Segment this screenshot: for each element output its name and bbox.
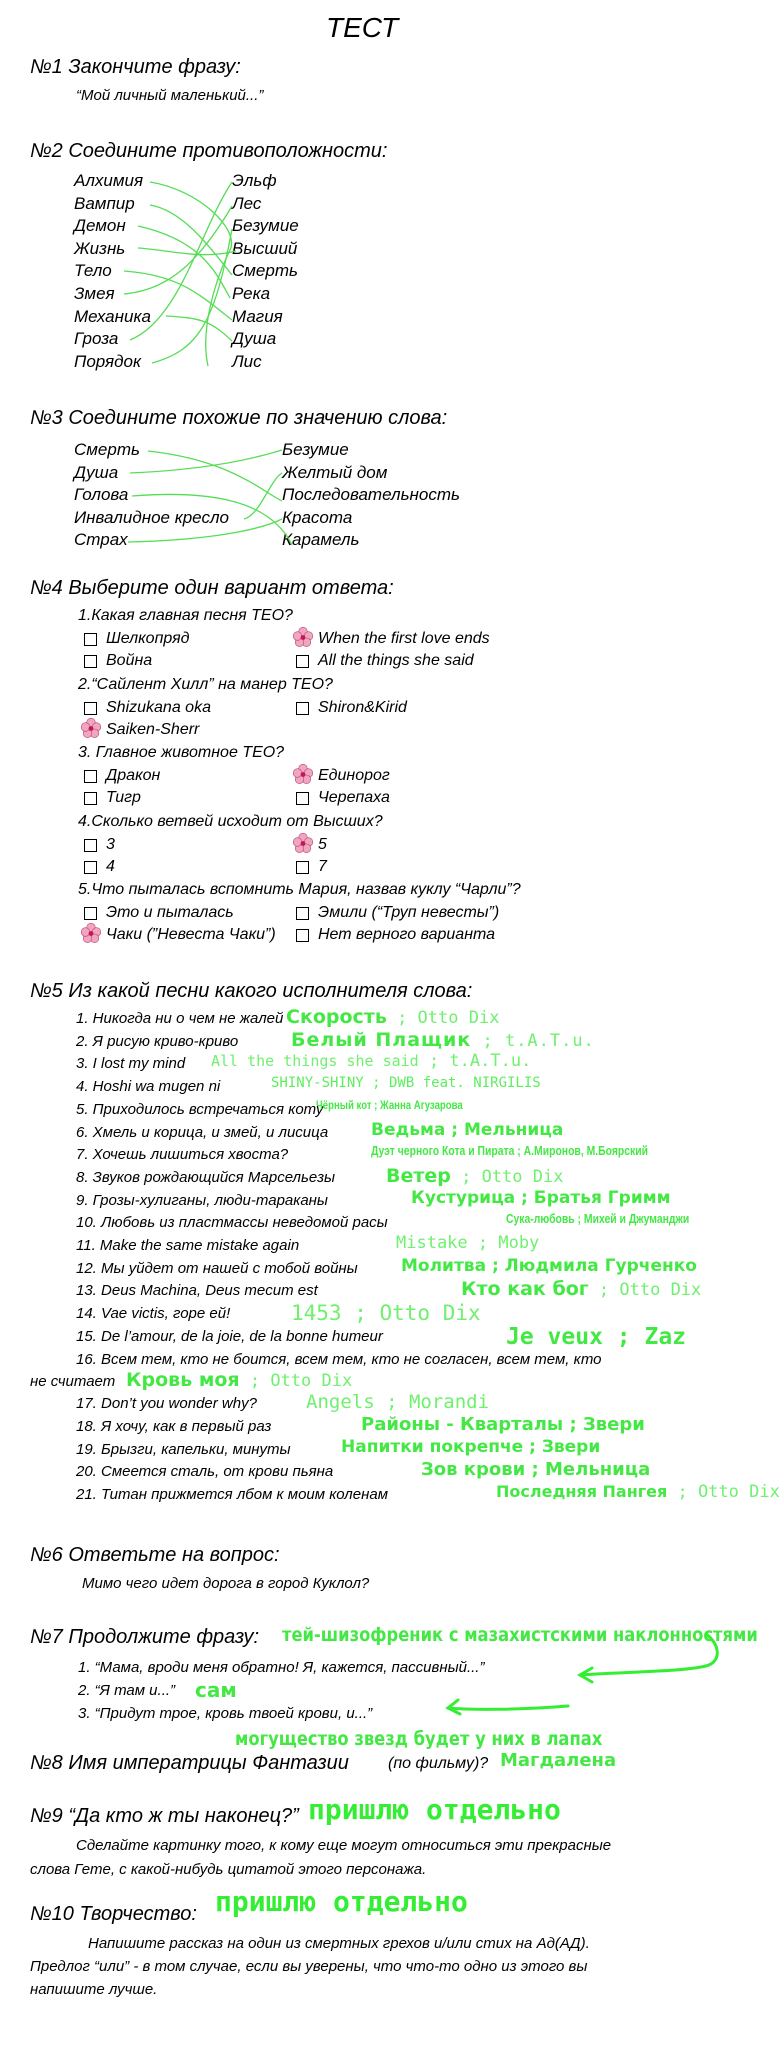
page-title: ТЕСТ: [326, 12, 399, 43]
q4-answer-label: Черепаха: [318, 789, 390, 806]
answer-checkbox[interactable]: [296, 907, 309, 920]
q5-question: 13. Deus Machina, Deus mecum est: [76, 1282, 318, 1300]
q3-left-item: Страх: [74, 530, 128, 550]
answer-checkbox[interactable]: [84, 907, 97, 920]
q5-question: 8. Звуков рождающийся Марсельезы: [76, 1168, 336, 1186]
q4-question: 5.Что пыталась вспомнить Мария, назвав куклу “Чарли”?: [78, 881, 521, 898]
q5-question: 4. Hoshi wa mugen ni: [76, 1078, 221, 1096]
q4-answer-label: Это и пыталась: [106, 904, 234, 921]
q5-answer-artist: ; t.A.T.u.: [471, 1030, 595, 1051]
match-lines-q3: [0, 430, 737, 550]
q5-answer-artist: ; t.A.T.u.: [418, 1051, 532, 1072]
q7-answer-3: могущество звезд будет у них в лапах: [235, 1728, 603, 1750]
q4-question: 1.Какая главная песня ТЕО?: [78, 607, 293, 624]
q2-right-item: Магия: [232, 306, 283, 326]
q5-question-cont: не считает: [30, 1372, 116, 1390]
answer-checkbox[interactable]: [296, 792, 309, 805]
q5-question: 6. Хмель и корица, и змей, и лисица: [76, 1123, 329, 1141]
q5-answer-artist: ; Otto Dix: [588, 1280, 702, 1301]
q2-right-item: Лис: [232, 351, 262, 371]
flower-mark-icon[interactable]: [292, 626, 314, 648]
q5-answer: Кто как бог ; Otto Dix: [461, 1278, 702, 1301]
q5-question: 21. Титан прижмется лбом к моим коленам: [76, 1486, 388, 1503]
q4-answer-label: 3: [106, 835, 115, 853]
q2-left-item: Змея: [74, 284, 115, 303]
q5-answer: Сука-любовь ; Михей и Джуманджи: [506, 1211, 690, 1227]
q5-answer: Белый Плащик ; t.A.T.u.: [291, 1028, 595, 1051]
q4-answer-label: Saiken-Sherr: [106, 720, 200, 738]
q1-heading: №1 Закончите фразу:: [30, 56, 241, 78]
q4-answer-label: Война: [106, 652, 153, 669]
q9-answer: пришлю отдельно: [308, 1793, 561, 1826]
q5-answer-artist: ; Otto Dix: [450, 1166, 564, 1187]
q5-answer: Скорость ; Otto Dix: [286, 1006, 500, 1028]
q2-right-item: Высший: [232, 238, 298, 258]
q2-right-item: Смерть: [232, 261, 298, 281]
q5-question: 17. Don’t you wonder why?: [76, 1395, 257, 1413]
q5-answer: Напитки покрепче ; Звери: [341, 1436, 601, 1457]
q4-answer-label: Единорог: [318, 767, 390, 784]
q5-answer-artist: ; Otto Dix: [386, 1008, 500, 1028]
q3-right-item: Безумие: [282, 440, 349, 459]
q2-left-item: Жизнь: [74, 238, 126, 258]
q8-heading: №8 Имя императрицы Фантазии: [30, 1752, 349, 1774]
q5-question: 20. Смеется сталь, от крови пьяна: [76, 1463, 334, 1481]
q4-answer-label: Чаки (”Невеста Чаки”): [106, 926, 276, 943]
answer-checkbox[interactable]: [84, 861, 97, 874]
q4-answer-label: Дракон: [106, 767, 161, 784]
q5-answer: 1453 ; Otto Dix: [291, 1301, 481, 1326]
q5-answer: SHINY-SHINY ; DWB feat. NIRGILIS: [271, 1075, 541, 1092]
q7-item-1: 1. “Мама, вроди меня обратно! Я, кажется, пассивный...”: [78, 1659, 485, 1676]
q2-right-item: Душа: [232, 329, 277, 349]
q7-arrows: [0, 1620, 737, 1750]
q4-answer-label: 4: [106, 857, 115, 875]
q4-question: 4.Сколько ветвей исходит от Высших?: [78, 812, 383, 830]
q2-heading: №2 Соедините противоположности:: [30, 140, 388, 162]
q4-answer-label: Shizukana oka: [106, 698, 211, 716]
q5-answer: Je veux ; Zaz: [506, 1323, 687, 1350]
q5-question: 16. Всем тем, кто не боится, всем тем, кто не согласен, всем тем, кто: [76, 1350, 602, 1368]
q5-answer: Районы - Кварталы ; Звери: [361, 1413, 645, 1435]
q10-text-3: напишите лучше.: [30, 1981, 158, 1998]
q5-answer: Ветер ; Otto Dix: [386, 1164, 564, 1187]
flower-mark-icon[interactable]: [292, 763, 314, 785]
q4-answer-label: 5: [318, 835, 327, 853]
answer-checkbox[interactable]: [84, 655, 97, 668]
q3-heading: №3 Соедините похожие по значению слова:: [30, 407, 448, 429]
answer-checkbox[interactable]: [84, 839, 97, 852]
flower-mark-icon[interactable]: [80, 922, 102, 944]
q5-question: 19. Брызги, капельки, минуты: [76, 1440, 291, 1458]
q5-question: 3. I lost my mind: [76, 1055, 186, 1073]
q5-question: 7. Хочешь лишиться хвоста?: [76, 1146, 289, 1164]
q10-answer: пришлю отдельно: [215, 1885, 468, 1918]
q10-heading: №10 Творчество:: [30, 1903, 197, 1925]
q2-right-item: Безумие: [232, 216, 299, 236]
q5-answer: Angels ; Morandi: [306, 1391, 490, 1414]
q6-text: Мимо чего идет дорога в город Куклол?: [82, 1575, 370, 1592]
q2-right-item: Река: [232, 284, 271, 303]
q2-right-item: Лес: [232, 193, 262, 213]
q5-question: 14. Vae victis, горе ей!: [76, 1305, 231, 1323]
q5-question: 10. Любовь из пластмассы неведомой расы: [76, 1214, 388, 1232]
q3-right-item: Желтый дом: [282, 462, 388, 482]
q4-answer-label: Эмили (“Труп невесты”): [318, 904, 500, 921]
q4-answer-label: 7: [318, 857, 327, 875]
q3-left-item: Душа: [74, 462, 119, 482]
q7-answer-1: тей-шизофреник с мазахистскими наклонностями: [282, 1624, 758, 1646]
q2-left-item: Тело: [74, 261, 112, 281]
q5-question: 5. Приходилось встречаться коту: [76, 1100, 324, 1118]
q5-answer: Кровь моя ; Otto Dix: [126, 1368, 353, 1391]
q5-question: 2. Я рисую криво-криво: [76, 1032, 239, 1050]
q2-left-item: Демон: [74, 216, 126, 236]
q10-text-2: Предлог “или” - в том случае, если вы уверены, что что-то одно из этого вы: [30, 1958, 588, 1975]
q2-right-item: Эльф: [232, 171, 277, 190]
q5-question: 1. Никогда ни о чем не жалей: [76, 1010, 284, 1027]
q4-answer-label: Тигр: [106, 789, 141, 806]
q5-answer: Дуэт черного Кота и Пирата ; А.Миронов, М.Боярский: [371, 1143, 649, 1159]
q9-text-1: Сделайте картинку того, к кому еще могут относиться эти прекрасные: [76, 1837, 612, 1854]
q5-question: 9. Грозы-хулиганы, люди-тараканы: [76, 1191, 328, 1209]
q2-left-item: Механика: [74, 306, 151, 326]
q10-text-1: Напишите рассказ на один из смертных грехов и/или стих на Ад(АД).: [88, 1935, 590, 1952]
answer-checkbox[interactable]: [84, 702, 97, 715]
q5-question: 18. Я хочу, как в первый раз: [76, 1417, 272, 1435]
flower-mark-icon[interactable]: [292, 832, 314, 854]
q7-heading: №7 Продолжите фразу:: [30, 1626, 260, 1648]
q4-question: 2.“Сайлент Хилл” на манер ТЕО?: [78, 675, 333, 693]
q5-answer: Зов крови ; Мельница: [421, 1459, 651, 1481]
q5-answer: Кустурица ; Братья Гримм: [411, 1187, 671, 1208]
q3-right-item: Карамель: [282, 530, 360, 550]
flower-mark-icon[interactable]: [80, 717, 102, 739]
q5-answer: Чёрный кот ; Жанна Агузарова: [316, 1097, 463, 1112]
q2-left-item: Вампир: [74, 193, 135, 213]
q4-answer-label: Нет верного варианта: [318, 926, 496, 943]
q5-answer: Ведьма ; Мельница: [371, 1119, 564, 1140]
q6-heading: №6 Ответьте на вопрос:: [30, 1544, 280, 1566]
answer-checkbox[interactable]: [296, 702, 309, 715]
q7-item-3: 3. “Придут трое, кровь твоей крови, и...”: [78, 1705, 373, 1722]
q2-left-item: Алхимия: [74, 171, 144, 190]
answer-checkbox[interactable]: [84, 633, 97, 646]
q5-question: 11. Make the same mistake again: [76, 1237, 300, 1254]
answer-checkbox[interactable]: [296, 861, 309, 874]
q5-answer: Mistake ; Moby: [396, 1233, 540, 1253]
answer-checkbox[interactable]: [84, 792, 97, 805]
q7-item-2: 2. “Я там и...”: [78, 1682, 176, 1699]
q2-left-item: Порядок: [74, 351, 141, 371]
q8-answer: Магдалена: [500, 1750, 617, 1771]
q5-answer-artist: ; Otto Dix: [667, 1482, 780, 1502]
q3-left-item: Инвалидное кресло: [74, 507, 229, 527]
q3-left-item: Смерть: [74, 440, 140, 459]
q4-answer-label: Shiron&Kirid: [318, 698, 407, 716]
answer-checkbox[interactable]: [84, 770, 97, 783]
q3-left-item: Голова: [74, 485, 129, 505]
q5-question: 15. De l’amour, de la joie, de la bonne humeur: [76, 1327, 383, 1345]
q9-heading: №9 “Да кто ж ты наконец?”: [30, 1805, 299, 1827]
q5-answer-artist: ; Otto Dix: [239, 1370, 353, 1391]
q1-phrase: “Мой личный маленький...”: [76, 87, 264, 104]
q4-question: 3. Главное животное ТЕО?: [78, 744, 285, 761]
q5-question: 12. Мы уйдет от нашей с тобой войны: [76, 1259, 358, 1277]
q9-text-2: слова Гете, с какой-нибудь цитатой этого персонажа.: [30, 1861, 427, 1878]
q4-answer-label: When the first love ends: [318, 630, 490, 647]
answer-checkbox[interactable]: [296, 929, 309, 942]
q5-answer: Последняя Пангея ; Otto Dix: [496, 1482, 780, 1502]
q4-answer-label: All the things she said: [318, 652, 474, 669]
q5-heading: №5 Из какой песни какого исполнителя слова:: [30, 980, 473, 1002]
q2-left-item: Гроза: [74, 329, 119, 349]
q5-answer: Молитва ; Людмила Гурченко: [401, 1255, 697, 1276]
q8-note: (по фильму)?: [388, 1755, 489, 1772]
q3-right-item: Красота: [282, 507, 353, 527]
q3-right-item: Последовательность: [282, 485, 460, 505]
q4-heading: №4 Выберите один вариант ответа:: [30, 577, 394, 599]
q7-answer-2: сам: [195, 1678, 237, 1702]
q5-answer: All the things she said ; t.A.T.u.: [211, 1051, 532, 1072]
answer-checkbox[interactable]: [296, 655, 309, 668]
q4-answer-label: Шелкопряд: [106, 630, 190, 647]
